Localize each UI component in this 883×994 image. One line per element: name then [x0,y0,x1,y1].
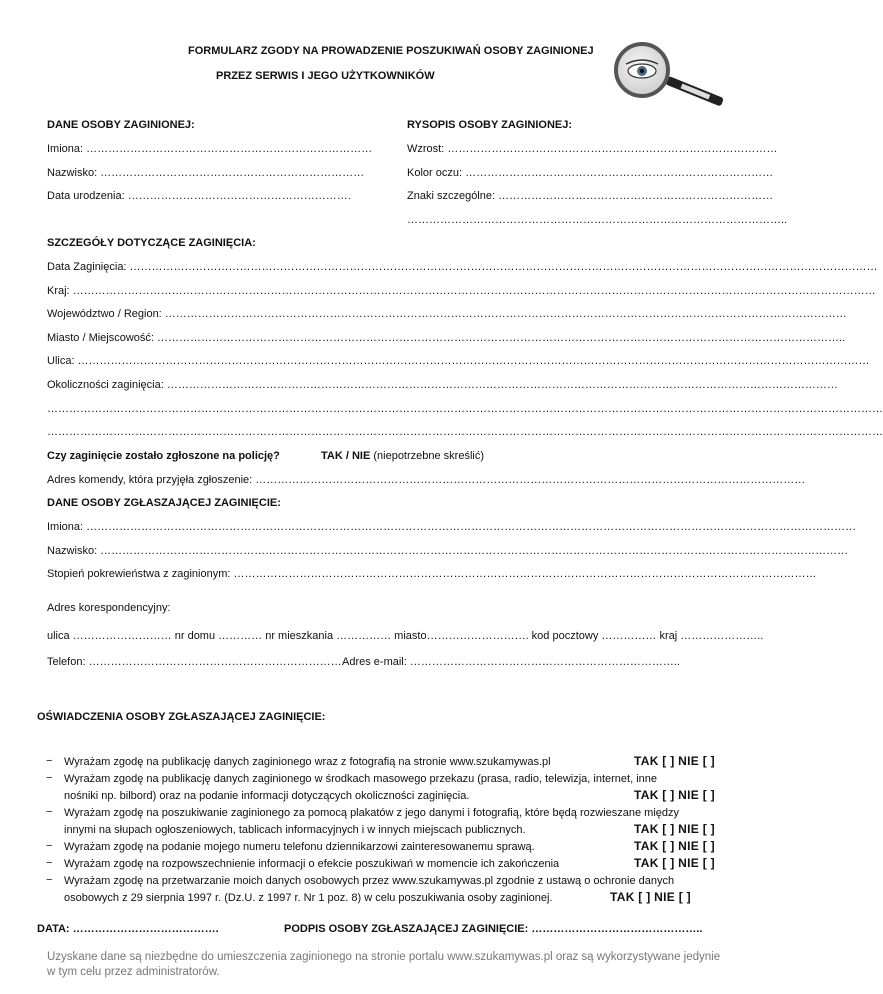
consent-3-text: Wyrażam zgodę na poszukiwanie zaginionego za pomocą plakatów z jego danymi i fotografią, które będą rozwieszane między [64,807,680,819]
list-bullet: − [46,857,53,869]
consent-4-yes-no[interactable]: TAK [ ] NIE [ ] [634,839,715,853]
description-heading: RYSOPIS OSOBY ZAGINIONEJ: [407,119,573,131]
distinguishing-marks-field[interactable]: Znaki szczególne: ………………………………………………………………… [407,190,774,202]
consent-1-text: Wyrażam zgodę na publikację danych zaginionego wraz z fotografią na stronie www.szukamywas.pl [64,756,551,768]
magnifying-glass-eye-icon [612,40,732,110]
eye-color-field[interactable]: Kolor oczu: ………………………………………………………………………… [407,167,774,179]
consent-6-yes-no[interactable]: TAK [ ] NIE [ ] [610,890,691,904]
missing-first-name-field[interactable]: Imiona: …………………………………………………………………… [47,143,373,155]
birth-date-field[interactable]: Data urodzenia: ……………………………………………………. [47,190,351,202]
declarations-heading: OŚWIADCZENIA OSOBY ZGŁASZAJĄCEJ ZAGINIĘCIE: [37,711,326,723]
city-field[interactable]: Miasto / Miejscowość: …………………………………………………………………………………………………………………………………………………………………….. [47,332,846,344]
consent-2-text: Wyrażam zgodę na publikację danych zaginionego w środkach masowego przekazu (prasa, radio, telewizja, internet, inne [64,773,658,785]
form-title-line1: FORMULARZ ZGODY NA PROWADZENIE POSZUKIWAŃ OSOBY ZAGINIONEJ [188,45,594,57]
missing-person-heading: DANE OSOBY ZAGINIONEJ: [47,119,195,131]
disappearance-date-field[interactable]: Data Zaginięcia: …………………………………………………………………………………………………………………………………………………………………………………… [47,261,878,273]
consent-5-text: Wyrażam zgodę na rozpowszechnienie informacji o efekcie poszukiwań w momencie ich zakończenia [64,858,560,870]
address-label: Adres korespondencyjny: [47,602,171,614]
phone-field[interactable]: Telefon: …………………………………………………………… [47,656,342,668]
circumstances-field[interactable]: Okoliczności zaginięcia: ………………………………………………………………………………………………………………………………………………………………… [47,379,838,391]
list-bullet: − [46,874,53,886]
police-answer-options[interactable]: TAK / NIE [321,450,371,462]
signature-field[interactable]: PODPIS OSOBY ZGŁASZAJĄCEJ ZAGINIĘCIE: ……………………………………….. [284,923,703,935]
police-question: Czy zaginięcie zostało zgłoszone na policję? [47,450,280,462]
region-field[interactable]: Województwo / Region: …………………………………………………………………………………………………………………………………………………………………… [47,308,847,320]
form-title-line2: PRZEZ SERWIS I JEGO UŻYTKOWNIKÓW [216,70,435,82]
police-station-field[interactable]: Adres komendy, która przyjęła zgłoszenie: …………………………………………………………………………………………………………………………………… [47,474,806,486]
footer-note: Uzyskane dane są niezbędne do umieszczenia zaginionego na stronie portalu www.szukamywas.pl oraz są wykorzystywane jedynie w tym celu przez administratorów. [47,951,721,978]
police-answer-note: (niepotrzebne skreślić) [370,450,485,462]
reporter-first-name-field[interactable]: Imiona: ………………………………………………………………………………………………………………………………………………………………………………………… [47,521,857,533]
consent-4-text: Wyrażam zgodę na podanie mojego numeru telefonu dziennikarzowi zainteresowanemu sprawą. [64,841,535,853]
address-line-field[interactable]: ulica ……………………… nr domu ………… nr mieszkania …………… miasto………………………. kod pocztowy …………… kraj ………………….. [47,630,764,642]
height-field[interactable]: Wzrost: ……………………………………………………………………………… [407,143,778,155]
consent-3-yes-no[interactable]: TAK [ ] NIE [ ] [634,822,715,836]
list-bullet: − [46,772,53,784]
consent-5-yes-no[interactable]: TAK [ ] NIE [ ] [634,856,715,870]
email-field[interactable]: Adres e-mail: ……………………………………………………………….. [342,656,680,668]
country-field[interactable]: Kraj: ………………………………………………………………………………………………………………………………………………………………………………………………… [47,285,876,297]
signature-date-field[interactable]: DATA: …………………………………. [37,923,219,935]
reporter-last-name-field[interactable]: Nazwisko: …………………………………………………………………………………………………………………………………………………………………………………… [47,545,849,557]
consent-1-yes-no[interactable]: TAK [ ] NIE [ ] [634,754,715,768]
list-bullet: − [46,806,53,818]
distinguishing-marks-continuation[interactable]: ………………………………………………………………………………………….. [407,214,788,226]
circumstances-line-2[interactable]: ………………………………………………………………………………………………………………………………………………………………………………………………………… [47,403,883,415]
list-bullet: − [46,755,53,767]
consent-6-text: Wyrażam zgodę na przetwarzanie moich danych osobowych przez www.szukamywas.pl zgodnie z ustawą o ochronie danych [64,875,675,887]
reporter-heading: DANE OSOBY ZGŁASZAJĄCEJ ZAGINIĘCIE: [47,497,281,509]
list-bullet: − [46,840,53,852]
consent-2-text-cont: nośniki np. bilbord) oraz na podanie informacji dotyczących okoliczności zaginięcia. [64,790,470,802]
consent-2-yes-no[interactable]: TAK [ ] NIE [ ] [634,788,715,802]
missing-last-name-field[interactable]: Nazwisko: ……………………………………………………………… [47,167,365,179]
relationship-field[interactable]: Stopień pokrewieństwa z zaginionym: …………………………………………………………………………………………………………………………………………… [47,568,817,580]
details-heading: SZCZEGÓŁY DOTYCZĄCE ZAGINIĘCIA: [47,237,256,249]
circumstances-line-3[interactable]: ………………………………………………………………………………………………………………………………………………………………………………………………………… [47,426,883,438]
street-field[interactable]: Ulica: ……………………………………………………………………………………………………………………………………………………………………………………………… [47,355,870,367]
consent-3-text-cont: innymi na słupach ogłoszeniowych, tablicach informacyjnych i w innych miejscach publicznych. [64,824,526,836]
consent-6-text-cont: osobowych z 29 sierpnia 1997 r. (Dz.U. z 1997 r. Nr 1 poz. 8) w celu poszukiwania osoby zaginionej. [64,892,553,904]
